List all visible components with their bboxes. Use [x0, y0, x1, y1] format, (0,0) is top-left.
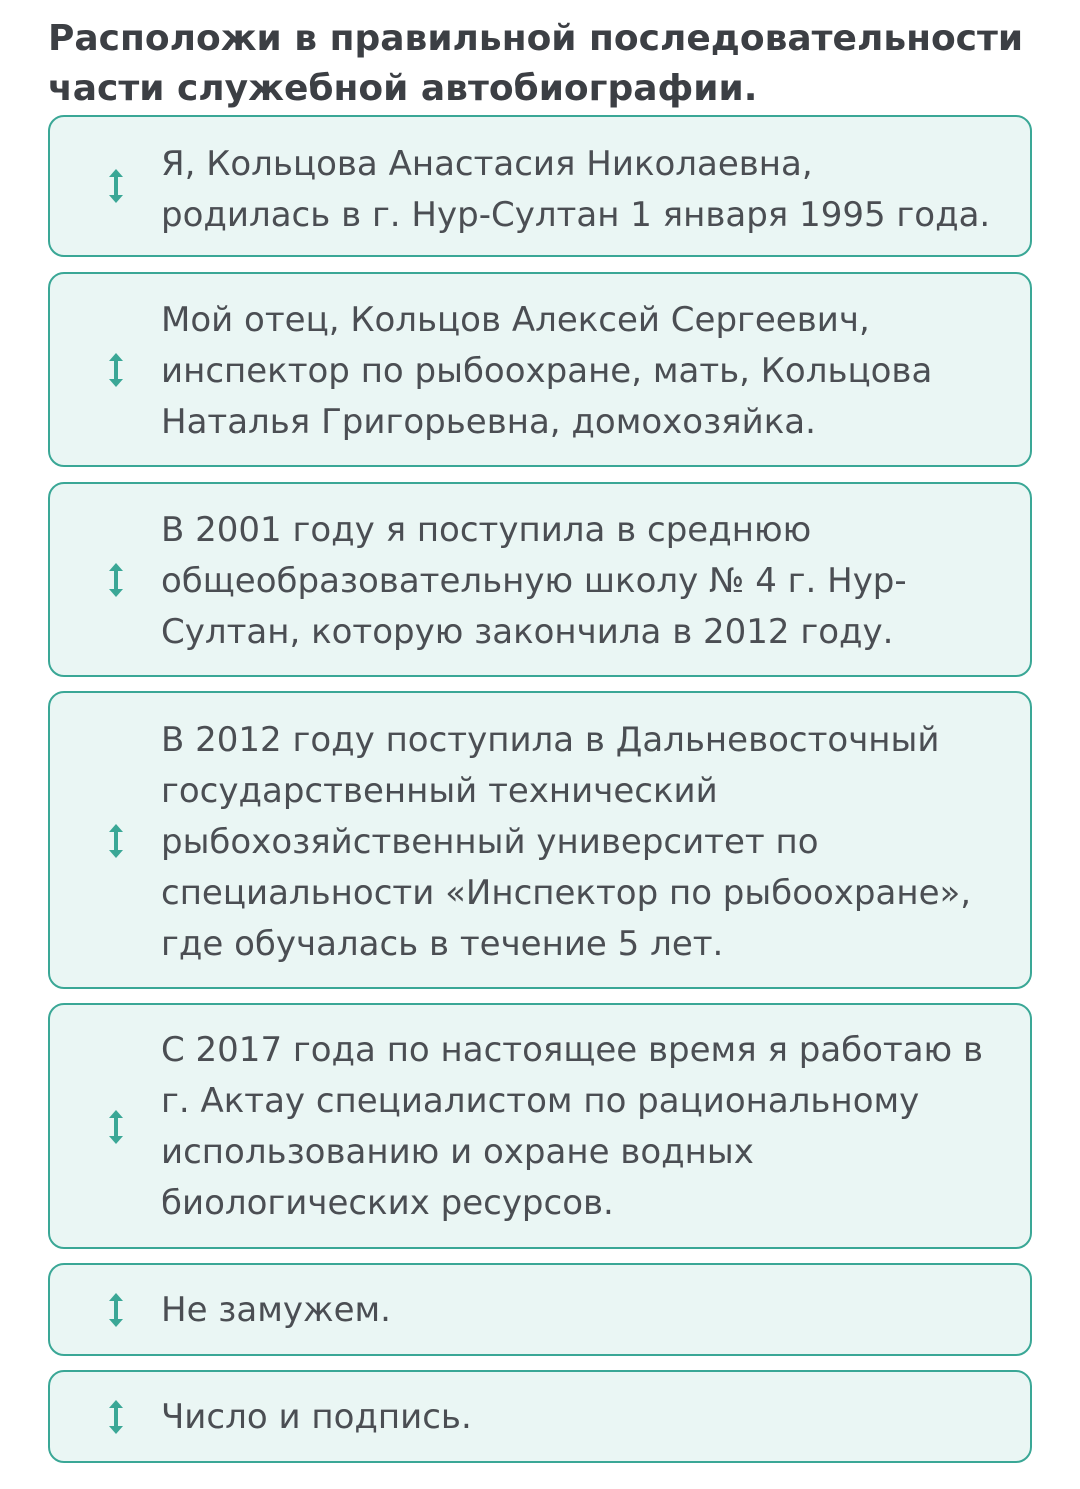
sortable-item-6[interactable]	[48, 1263, 1032, 1356]
sortable-item-2[interactable]	[48, 272, 1032, 467]
sortable-item-1[interactable]	[48, 115, 1032, 257]
sortable-item-text: Мой отец, Кольцов Алексей Сергеевич, инспектор по рыбоохране, мать, Кольцова Наталья Григорьевна, домохозяйка.	[161, 300, 933, 442]
vertical-drag-handle-icon[interactable]	[102, 1286, 130, 1334]
sortable-item-text: Число и подпись.	[161, 1397, 472, 1437]
vertical-drag-handle-icon[interactable]	[102, 556, 130, 604]
vertical-drag-handle-icon[interactable]	[102, 1393, 130, 1441]
vertical-drag-handle-icon[interactable]	[102, 817, 130, 865]
sortable-item-text: В 2012 году поступила в Дальневосточный государственный технический рыбохозяйственный университет по специальности «Инспектор по рыбоохране», где обучалась в течение 5 лет.	[161, 720, 972, 964]
sortable-item-text: Не замужем.	[161, 1290, 391, 1330]
sortable-item-text: Я, Кольцова Анастасия Николаевна, родилась в г. Нур-Султан 1 января 1995 года.	[161, 144, 991, 235]
vertical-drag-handle-icon[interactable]	[102, 162, 130, 210]
sortable-item-7[interactable]	[48, 1370, 1032, 1463]
vertical-drag-handle-icon[interactable]	[102, 1103, 130, 1151]
sortable-item-4[interactable]	[48, 691, 1032, 989]
sortable-item-text: С 2017 года по настоящее время я работаю в г. Актау специалистом по рациональному использованию и охране водных биологических ресурсов.	[161, 1030, 984, 1223]
sortable-item-3[interactable]	[48, 482, 1032, 677]
sortable-item-5[interactable]	[48, 1003, 1032, 1249]
question-title: Расположи в правильной последовательности части служебной автобиографии.	[48, 18, 1024, 109]
vertical-drag-handle-icon[interactable]	[102, 346, 130, 394]
sortable-item-text: В 2001 году я поступила в среднюю общеобразовательную школу № 4 г. Нур- Султан, которую закончила в 2012 году.	[161, 510, 907, 652]
